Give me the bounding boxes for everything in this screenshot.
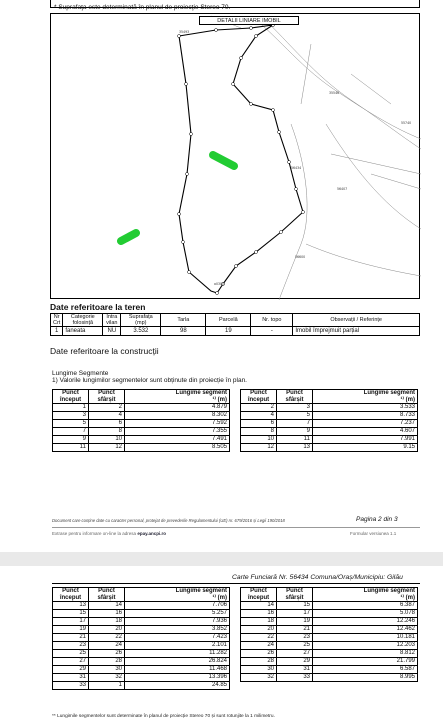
segment-end-cell: 16 [89, 610, 125, 618]
segment-start-cell: 32 [241, 674, 277, 682]
teren-row [51, 327, 420, 336]
teren-cell: faneata [63, 327, 103, 336]
seg-header-row [53, 390, 230, 404]
segment-start-cell: 30 [241, 666, 277, 674]
page2-footnote: ** Lungimile segmentelor sunt determinate în planul de proiecție Stereo 70 și sunt rotunjite la 1 milimetru. [52, 714, 275, 719]
segment-row [53, 626, 230, 634]
teren-header: Tarla [161, 314, 206, 327]
segment-start-cell: 6 [241, 420, 277, 428]
plan-drawing [51, 14, 421, 300]
segment-start-cell: 25 [53, 650, 89, 658]
segment-start-cell: 5 [53, 420, 89, 428]
segment-row [53, 658, 230, 666]
segment-end-cell: 9 [277, 428, 313, 436]
surface-note: * Suprafaţa este determinată în planul de proiecţie Stereo 70. [54, 4, 231, 11]
segment-start-cell: 19 [53, 626, 89, 634]
segment-length-cell: 5.257 [125, 610, 230, 618]
segment-row [241, 436, 418, 444]
teren-cell: - [251, 327, 293, 336]
seg-header-row [53, 588, 230, 602]
segment-length-cell: 7.936 [125, 618, 230, 626]
segment-start-cell: 10 [241, 436, 277, 444]
segment-length-cell: 7.423 [125, 634, 230, 642]
segment-row [53, 634, 230, 642]
segment-row [241, 412, 418, 420]
seg-header-start: Punct început [53, 588, 89, 602]
segment-start-cell: 8 [241, 428, 277, 436]
teren-cell: 3.532 [121, 327, 161, 336]
segment-end-cell: 12 [89, 444, 125, 452]
segment-start-cell: 28 [241, 658, 277, 666]
segment-start-cell: 23 [53, 642, 89, 650]
segment-end-cell: 20 [89, 626, 125, 634]
segment-length-cell: 11.468 [125, 666, 230, 674]
segment-length-cell: 7.491 [125, 436, 230, 444]
segment-start-cell: 16 [241, 610, 277, 618]
segment-row [241, 444, 418, 452]
segment-row [53, 618, 230, 626]
segment-length-cell: 6.587 [313, 666, 418, 674]
segment-row [53, 602, 230, 610]
neighbour-parcel-label: 56407 [337, 187, 348, 191]
segment-end-cell: 7 [277, 420, 313, 428]
segment-length-cell: 4.879 [125, 404, 230, 412]
seg-header-length [313, 390, 418, 404]
segment-length-cell: 7.991 [313, 436, 418, 444]
segment-row [241, 666, 418, 674]
segment-end-cell: 10 [89, 436, 125, 444]
teren-cell: Imobil împrejmuit parțial [293, 327, 420, 336]
neighbour-parcel-label: 56600 [295, 255, 306, 259]
segment-length-cell: 26.824 [125, 658, 230, 666]
segment-length-cell: 7.237 [313, 420, 418, 428]
teren-header: Intra vilan [103, 314, 121, 327]
segment-end-cell: 27 [277, 650, 313, 658]
segment-start-cell: 31 [53, 674, 89, 682]
segment-start-cell: 22 [241, 634, 277, 642]
segment-length-cell: 3.852 [125, 626, 230, 634]
seg-header-row [241, 390, 418, 404]
segment-end-cell: 32 [89, 674, 125, 682]
segment-length-cell: 8.302 [125, 412, 230, 420]
segments-note: 1) Valorile lungimilor segmentelor sunt obținute din proiecție în plan. [52, 377, 247, 384]
segment-end-cell: 13 [277, 444, 313, 452]
teren-header-row [51, 314, 420, 327]
segment-row [241, 420, 418, 428]
seg-header-end: Punct sfârșit [277, 588, 313, 602]
segment-start-cell: 2 [241, 404, 277, 412]
segment-length-cell: 7.706 [125, 602, 230, 610]
teren-table [50, 313, 420, 336]
seg-header-end: Punct sfârșit [89, 390, 125, 404]
segment-row [53, 428, 230, 436]
segment-start-cell: 7 [53, 428, 89, 436]
segment-start-cell: 15 [53, 610, 89, 618]
plan-title: DETALII LINIARE IMOBIL [199, 16, 299, 25]
segment-length-cell: 10.181 [313, 634, 418, 642]
segment-end-cell: 3 [277, 404, 313, 412]
teren-cell: 1 [51, 327, 63, 336]
neighbour-parcel-label: a0300 [214, 282, 225, 286]
segment-row [241, 642, 418, 650]
teren-cell: NU [103, 327, 121, 336]
segment-length-cell: 12.462 [313, 626, 418, 634]
segment-row [53, 610, 230, 618]
segment-end-cell: 15 [277, 602, 313, 610]
seg-header-unit: ¹⁾ (m) [400, 594, 415, 601]
teren-header: Suprafața (mp) [121, 314, 161, 327]
segment-length-cell: 8.812 [313, 650, 418, 658]
segment-row [53, 674, 230, 682]
green-markers [121, 155, 234, 241]
neighbour-parcel-label: 35546 [329, 91, 340, 95]
segment-end-cell: 5 [277, 412, 313, 420]
segment-end-cell: 11 [277, 436, 313, 444]
segment-end-cell: 18 [89, 618, 125, 626]
footer-info-text: Extrase pentru informare on-line la adresa [52, 531, 137, 536]
segment-length-cell: 8.505 [125, 444, 230, 452]
neighbour-parcel-label: 56434 [291, 166, 302, 170]
segment-start-cell: 21 [53, 634, 89, 642]
segment-row [241, 602, 418, 610]
segment-start-cell: 9 [53, 436, 89, 444]
segments-table-right-p2 [240, 587, 418, 682]
seg-header-length [125, 588, 230, 602]
footer-page-number: Pagina 2 din 3 [356, 516, 398, 523]
seg-header-unit: ¹⁾ (m) [212, 594, 227, 601]
segment-start-cell: 24 [241, 642, 277, 650]
teren-header: Categorie folosință [63, 314, 103, 327]
segment-row [53, 682, 230, 690]
segment-end-cell: 24 [89, 642, 125, 650]
segment-length-cell: 7.355 [125, 428, 230, 436]
segment-length-cell: 8.733 [313, 412, 418, 420]
segment-length-cell: 8.995 [313, 674, 418, 682]
segment-start-cell: 3 [53, 412, 89, 420]
segment-end-cell: 23 [277, 634, 313, 642]
segment-end-cell: 31 [277, 666, 313, 674]
seg-header-unit: ¹⁾ (m) [212, 396, 227, 403]
segment-start-cell: 26 [241, 650, 277, 658]
segment-length-cell: 11.282 [125, 650, 230, 658]
seg-header-length [313, 588, 418, 602]
segments-heading: Lungime Segmente [52, 370, 109, 377]
segments-table-left [52, 389, 230, 452]
segment-end-cell: 25 [277, 642, 313, 650]
teren-header: Nr Crt [51, 314, 63, 327]
seg-header-end: Punct sfârșit [89, 588, 125, 602]
segment-end-cell: 1 [89, 682, 125, 690]
segment-start-cell: 11 [53, 444, 89, 452]
teren-cell: 19 [206, 327, 251, 336]
footer-url[interactable]: epay.ancpi.ro [137, 531, 166, 536]
segment-start-cell: 1 [53, 404, 89, 412]
teren-section-title: Date referitoare la teren [50, 302, 146, 312]
segment-end-cell: 8 [89, 428, 125, 436]
segment-row [53, 642, 230, 650]
neighbour-parcel-label: 55740 [401, 121, 412, 125]
page2-header: Carte Funciară Nr. 56434 Comuna/Oraș/Municipiu: Gilău [232, 574, 403, 581]
seg-header-length [125, 390, 230, 404]
segments-table-right [240, 389, 418, 452]
segment-length-cell: 21.799 [313, 658, 418, 666]
segment-end-cell: 29 [277, 658, 313, 666]
segment-row [53, 666, 230, 674]
segment-end-cell: 30 [89, 666, 125, 674]
segment-row [241, 626, 418, 634]
segment-end-cell: 33 [277, 674, 313, 682]
teren-header: Nr. topo [251, 314, 293, 327]
segment-end-cell: 21 [277, 626, 313, 634]
segment-row [241, 404, 418, 412]
segment-row [53, 444, 230, 452]
segment-row [53, 650, 230, 658]
segment-end-cell: 19 [277, 618, 313, 626]
segment-length-cell: 13.396 [125, 674, 230, 682]
seg-header-unit: ¹⁾ (m) [400, 396, 415, 403]
segment-length-cell: 2.101 [125, 642, 230, 650]
segment-row [53, 412, 230, 420]
footer-info [52, 531, 166, 536]
segment-length-cell: 9.15 [313, 444, 418, 452]
segment-start-cell: 20 [241, 626, 277, 634]
seg-header-start: Punct început [53, 390, 89, 404]
segment-length-cell: 24.85 [125, 682, 230, 690]
segment-end-cell: 26 [89, 650, 125, 658]
segment-length-cell: 6.387 [313, 602, 418, 610]
segment-end-cell: 6 [89, 420, 125, 428]
seg-header-length-label: Lungime segment [363, 588, 415, 594]
segment-start-cell: 4 [241, 412, 277, 420]
seg-header-start: Punct început [241, 588, 277, 602]
segment-start-cell: 33 [53, 682, 89, 690]
segment-end-cell: 14 [89, 602, 125, 610]
footer-divider [52, 527, 420, 528]
segment-row [241, 618, 418, 626]
segment-row [241, 634, 418, 642]
segment-row [241, 428, 418, 436]
footer-legal: Document care conține date cu caracter personal, protejat de prevederile Regulamentului (UE) nr. 679/2016 și Legii 190/2018 [52, 518, 285, 523]
teren-header: Observații / Referințe [293, 314, 420, 327]
constructii-section-title: Date referitoare la construcții [50, 346, 159, 356]
segment-length-cell: 3.533 [313, 404, 418, 412]
segment-length-cell: 5.078 [313, 610, 418, 618]
segment-end-cell: 22 [89, 634, 125, 642]
seg-header-length-label: Lungime segment [175, 588, 227, 594]
segment-row [241, 674, 418, 682]
segment-row [241, 610, 418, 618]
segment-start-cell: 13 [53, 602, 89, 610]
footer-form-version: Formular versiunea 1.1 [350, 531, 397, 536]
document-page-2 [0, 566, 443, 720]
segment-end-cell: 17 [277, 610, 313, 618]
seg-header-row [241, 588, 418, 602]
segment-length-cell: 7.592 [125, 420, 230, 428]
seg-header-end: Punct sfârșit [277, 390, 313, 404]
segment-end-cell: 28 [89, 658, 125, 666]
segment-start-cell: 18 [241, 618, 277, 626]
segment-start-cell: 17 [53, 618, 89, 626]
segment-start-cell: 14 [241, 602, 277, 610]
segment-start-cell: 12 [241, 444, 277, 452]
cadastral-plan [50, 13, 420, 299]
segment-row [241, 658, 418, 666]
segment-row [241, 650, 418, 658]
segment-end-cell: 4 [89, 412, 125, 420]
segment-end-cell: 2 [89, 404, 125, 412]
neighbour-parcel-label: 35493 [179, 30, 190, 34]
segment-start-cell: 29 [53, 666, 89, 674]
teren-cell: 98 [161, 327, 206, 336]
segment-row [53, 404, 230, 412]
segment-row [53, 420, 230, 428]
segment-length-cell: 4.607 [313, 428, 418, 436]
seg-header-start: Punct început [241, 390, 277, 404]
segment-length-cell: 12.246 [313, 618, 418, 626]
teren-header: Parcelă [206, 314, 251, 327]
segments-table-left-p2 [52, 587, 230, 690]
seg-header-length-label: Lungime segment [363, 390, 415, 396]
page2-header-rule [52, 583, 420, 584]
seg-header-length-label: Lungime segment [175, 390, 227, 396]
segment-row [53, 436, 230, 444]
segment-start-cell: 27 [53, 658, 89, 666]
segment-length-cell: 12.203 [313, 642, 418, 650]
parcel-boundary [178, 24, 305, 295]
